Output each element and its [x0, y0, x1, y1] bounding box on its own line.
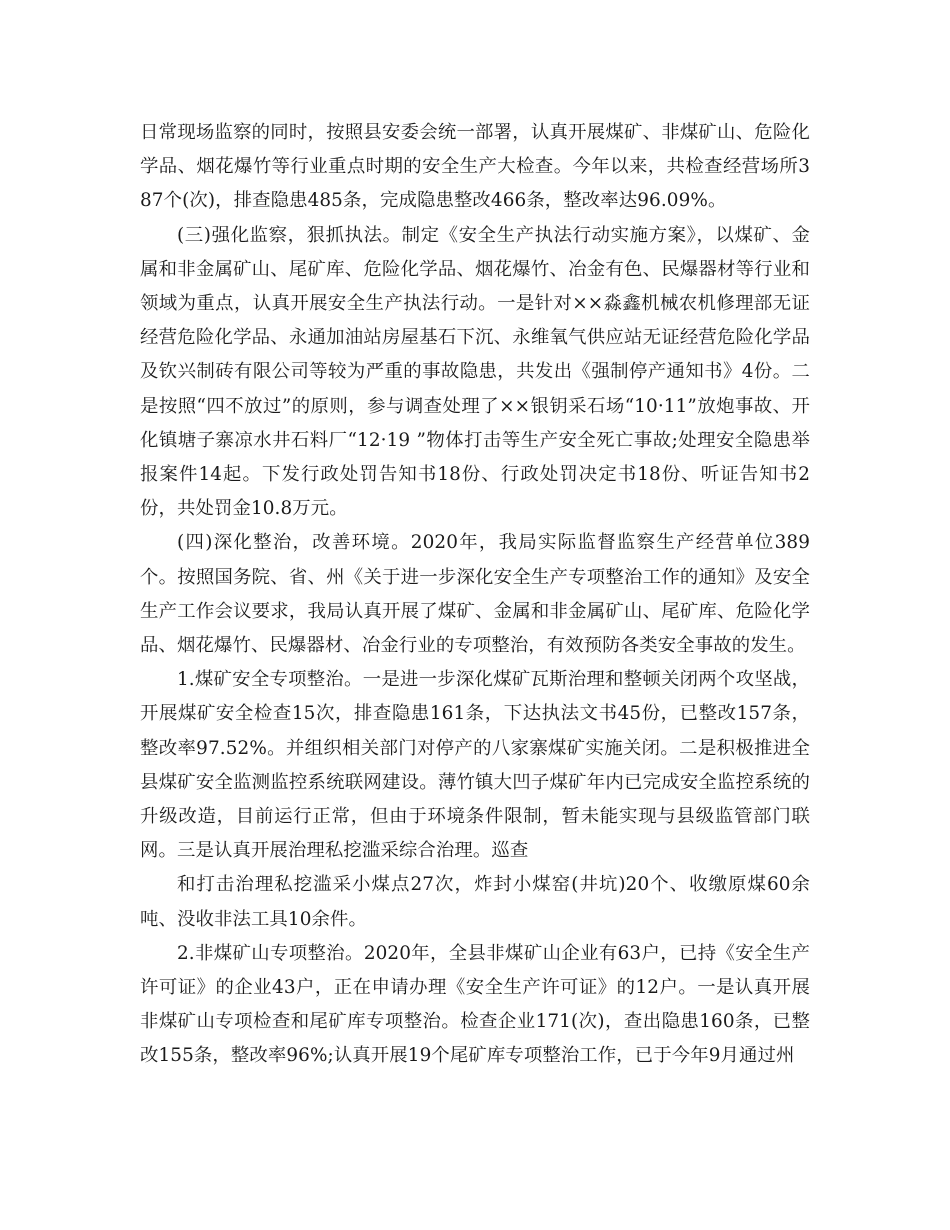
- paragraph-coal-mine: 1.煤矿安全专项整治。一是进一步深化煤矿瓦斯治理和整顿关闭两个攻坚战，开展煤矿安全检查15次，排查隐患161条，下达执法文书45份，已整改157条，整改率97.52%。并组织相关部门对停产的八家寨煤矿实施关闭。二是积极推进全县煤矿安全监测监控系统联网建设。薄竹镇大凹子煤矿年内已完成安全监控系统的升级改造，目前运行正常，但由于环境条件限制，暂未能实现与县级监管部门联网。三是认真开展治理私挖滥采综合治理。巡查: [140, 669, 810, 862]
- paragraph-inspection-continued: 日常现场监察的同时，按照县安委会统一部署，认真开展煤矿、非煤矿山、危险化学品、烟花爆竹等行业重点时期的安全生产大检查。今年以来，共检查经营场所387个(次)，排查隐患485条，完成隐患整改466条，整改率达96.09%。: [140, 122, 810, 212]
- paragraph-rectification: (四)深化整治，改善环境。2020年，我局实际监督监察生产经营单位389个。按照国务院、省、州《关于进一步深化安全生产专项整治工作的通知》及安全生产工作会议要求，我局认真开展了煤矿、金属和非金属矿山、尾矿库、危险化学品、烟花爆竹、民爆器材、冶金行业的专项整治，有效预防各类安全事故的发生。: [140, 532, 810, 657]
- paragraph-non-coal-mine: 2.非煤矿山专项整治。2020年，全县非煤矿山企业有63户，已持《安全生产许可证》的企业43户，正在申请办理《安全生产许可证》的12户。一是认真开展非煤矿山专项检查和尾矿库专项整治。检查企业171(次)，查出隐患160条，已整改155条，整改率96%;认真开展19个尾矿库专项整治工作，已于今年9月通过州: [140, 942, 810, 1067]
- paragraph-enforcement: (三)强化监察，狠抓执法。制定《安全生产执法行动实施方案》，以煤矿、金属和非金属矿山、尾矿库、危险化学品、烟花爆竹、冶金有色、民爆器材等行业和领域为重点，认真开展安全生产执法行动。一是针对××淼鑫机械农机修理部无证经营危险化学品、永通加油站房屋基石下沉、永维氧气供应站无证经营危险化学品及钦兴制砖有限公司等较为严重的事故隐患，共发出《强制停产通知书》4份。二是按照“四不放过”的原则，参与调查处理了××银钥采石场“10·11”放炮事故、开化镇塘子寨凉水井石料厂“12·19 ”物体打击等生产安全死亡事故;处理安全隐患举报案件14起。下发行政处罚告知书18份、行政处罚决定书18份、听证告知书2份，共处罚金10.8万元。: [140, 224, 810, 520]
- body-text: [140, 116, 810, 1074]
- paragraph-illegal-mining: 和打击治理私挖滥采小煤点27次，炸封小煤窑(井坑)20个、收缴原煤60余吨、没收非法工具10余件。: [140, 874, 810, 930]
